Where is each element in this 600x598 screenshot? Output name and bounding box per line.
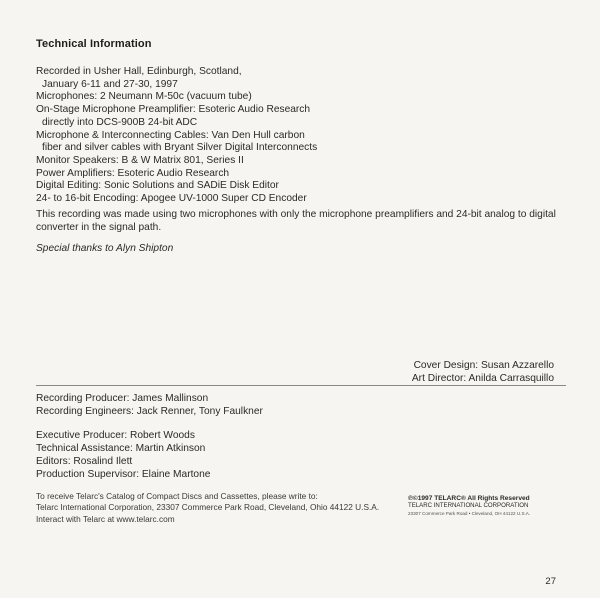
tech-line: Microphones: 2 Neumann M-50c (vacuum tube) bbox=[36, 91, 252, 103]
copyright-line: ℗©1997 TELARC® All Rights Reserved bbox=[408, 495, 530, 502]
tech-line: Recorded in Usher Hall, Edinburgh, Scotland, bbox=[36, 66, 242, 77]
contact-line: Telarc International Corporation, 23307 Commerce Park Road, Cleveland, Ohio 44122 U.S.A. bbox=[36, 502, 380, 513]
contact-information bbox=[36, 491, 379, 525]
tech-line: Monitor Speakers: B & W Matrix 801, Series II bbox=[36, 154, 244, 166]
tech-line: On-Stage Microphone Preamplifier: Esoteric Audio Research bbox=[36, 104, 311, 116]
tech-line: Microphone & Interconnecting Cables: Van Den Hull carbon bbox=[36, 129, 305, 141]
credit-line: Recording Engineers: Jack Renner, Tony Faulkner bbox=[36, 406, 263, 417]
tech-line: fiber and silver cables with Bryant Silver Digital Interconnects bbox=[42, 142, 318, 154]
recording-note-paragraph: This recording was made using two microphones with only the microphone preamplifiers and 24-bit analog to digital converter in the signal path. bbox=[36, 209, 556, 233]
copyright-notice bbox=[408, 495, 530, 517]
special-thanks: Special thanks to Alyn Shipton bbox=[36, 243, 174, 254]
contact-line: Interact with Telarc at www.telarc.com bbox=[36, 513, 175, 524]
tech-line: Digital Editing: Sonic Solutions and SADiE Disk Editor bbox=[36, 180, 279, 192]
art-director-credit: Art Director: Anilda Carrasquillo bbox=[411, 373, 554, 384]
technical-details-list bbox=[36, 66, 317, 206]
credit-line: Technical Assistance: Martin Atkinson bbox=[36, 443, 206, 454]
tech-line: Power Amplifiers: Esoteric Audio Research bbox=[36, 167, 230, 179]
company-address: 23307 Commerce Park Road • Cleveland, OH 44122 U.S.A. bbox=[408, 510, 531, 516]
technical-information-heading: Technical Information bbox=[36, 38, 152, 50]
credit-line: Editors: Rosalind Ilett bbox=[36, 456, 133, 467]
credit-line: Production Supervisor: Elaine Martone bbox=[36, 469, 211, 480]
tech-line: January 6-11 and 27-30, 1997 bbox=[42, 78, 178, 90]
contact-line: To receive Telarc's Catalog of Compact Discs and Cassettes, please write to: bbox=[36, 491, 318, 501]
cover-design-credit: Cover Design: Susan Azzarello bbox=[413, 360, 554, 371]
recording-credits bbox=[36, 392, 263, 418]
company-name: TELARC INTERNATIONAL CORPORATION bbox=[408, 502, 529, 510]
divider-rule bbox=[36, 385, 566, 386]
credit-line: Recording Producer: James Mallinson bbox=[36, 393, 209, 404]
design-credits bbox=[412, 359, 554, 385]
tech-line: 24- to 16-bit Encoding: Apogee UV-1000 Super CD Encoder bbox=[36, 193, 307, 205]
page-number: 27 bbox=[545, 576, 556, 587]
tech-line: directly into DCS-900B 24-bit ADC bbox=[42, 116, 198, 128]
credit-line: Executive Producer: Robert Woods bbox=[36, 430, 195, 441]
production-credits bbox=[36, 429, 210, 481]
